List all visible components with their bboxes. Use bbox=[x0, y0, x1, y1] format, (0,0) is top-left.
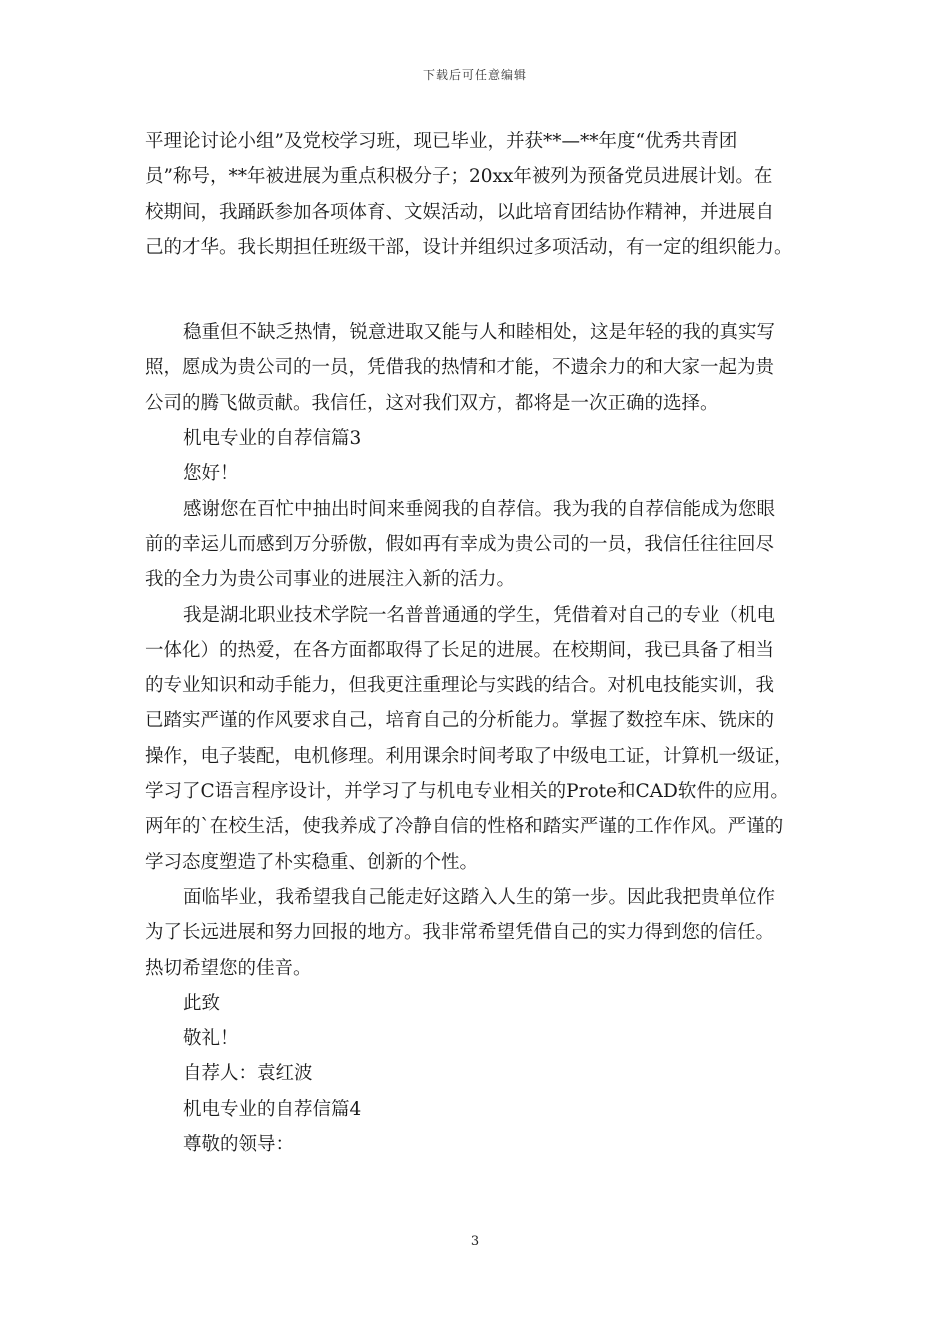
section-heading: 机电专业的自荐信篇3 bbox=[183, 428, 362, 450]
paragraph-gap bbox=[145, 265, 815, 315]
text-line: 操作，电子装配，电机修理。利用课余时间考取了中级电工证，计算机一级证， bbox=[145, 745, 793, 767]
text-line: 照，愿成为贵公司的一员，凭借我的热情和才能，不遗余力的和大家一起为贵 bbox=[145, 357, 775, 379]
text-line: 员”称号，**年被进展为重点积极分子；20xx年被列为预备党员进展计划。在 bbox=[145, 166, 773, 188]
text-line: 两年的`在校生活，使我养成了冷静自信的性格和踏实严谨的工作作风。严谨的 bbox=[145, 816, 784, 838]
text-line: 己的才华。我长期担任班级干部，设计并组织过多项活动，有一定的组织能力。 bbox=[145, 236, 793, 258]
text-line: 我是湖北职业技术学院一名普普通通的学生，凭借着对自己的专业（机电 bbox=[183, 604, 776, 626]
text-line: 已踏实严谨的作风要求自己，培育自己的分析能力。掌握了数控车床、铣床的 bbox=[145, 710, 775, 732]
section-heading: 机电专业的自荐信篇4 bbox=[183, 1098, 362, 1120]
text-line: 我的全力为贵公司事业的进展注入新的活力。 bbox=[145, 569, 516, 591]
text-line: 为了长远进展和努力回报的地方。我非常希望凭借自己的实力得到您的信任。 bbox=[145, 922, 775, 944]
salutation: 尊敬的领导： bbox=[183, 1134, 295, 1156]
text-line: 稳重但不缺乏热情，锐意进取又能与人和睦相处，这是年轻的我的真实写 bbox=[183, 322, 776, 344]
salutation: 您好！ bbox=[183, 463, 239, 485]
text-line: 平理论讨论小组”及党校学习班，现已毕业，并获**—**年度“优秀共青团 bbox=[145, 131, 738, 152]
closing-line: 敬礼！ bbox=[183, 1028, 239, 1050]
text-line: 的专业知识和动手能力，但我更注重理论与实践的结合。对机电技能实训，我 bbox=[145, 675, 775, 697]
text-line: 面临毕业，我希望我自己能走好这踏入人生的第一步。因此我把贵单位作 bbox=[183, 886, 776, 908]
text-line: 热切希望您的佳音。 bbox=[145, 957, 312, 979]
text-line: 学习了C语言程序设计，并学习了与机电专业相关的Prote和CAD软件的应用。 bbox=[145, 781, 789, 803]
text-line: 一体化）的热爱，在各方面都取得了长足的进展。在校期间，我已具备了相当 bbox=[145, 639, 775, 661]
document-body bbox=[145, 124, 815, 1162]
closing-line: 此致 bbox=[183, 992, 221, 1014]
signature-line: 自荐人：袁红波 bbox=[183, 1063, 313, 1085]
page-header: 下载后可任意编辑 bbox=[422, 68, 527, 82]
text-line: 前的幸运儿而感到万分骄傲，假如再有幸成为贵公司的一员，我信任往往回尽 bbox=[145, 533, 775, 555]
text-line: 校期间，我踊跃参加各项体育、文娱活动，以此培育团结协作精神，并进展自 bbox=[145, 201, 775, 223]
text-line: 学习态度塑造了朴实稳重、创新的个性。 bbox=[145, 851, 479, 873]
text-line: 公司的腾飞做贡献。我信任，这对我们双方，都将是一次正确的选择。 bbox=[145, 392, 719, 414]
page-number: 3 bbox=[470, 1234, 480, 1249]
text-line: 感谢您在百忙中抽出时间来垂阅我的自荐信。我为我的自荐信能成为您眼 bbox=[183, 498, 776, 520]
